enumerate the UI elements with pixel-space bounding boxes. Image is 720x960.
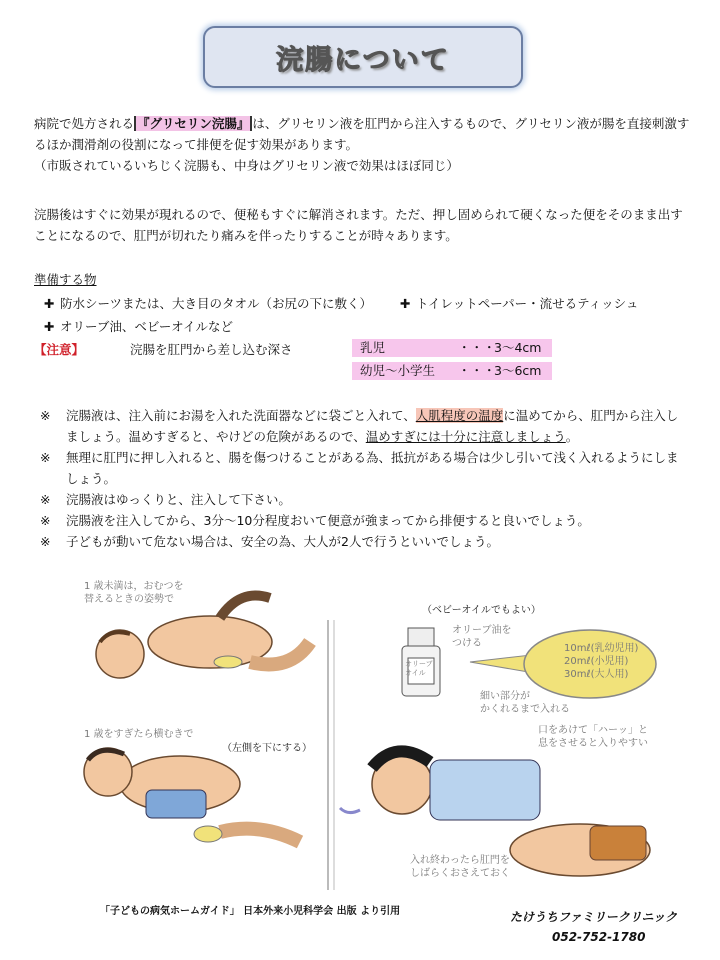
depth-label: 浣腸を肛門から差し込む深さ (130, 342, 293, 357)
temperature-highlight: 人肌程度の温度 (415, 408, 504, 423)
caption-baby-oil: （ベビーオイルでもよい） (422, 605, 541, 616)
note-item: ※ 子どもが動いて危ない場合は、安全の為、大人が2人で行うといいでしょう。 (40, 531, 690, 552)
intro-note: （市販されているいちじく浣腸も、中身はグリセリン液で効果はほぼ同じ） (34, 158, 459, 173)
clinic-name: たけうちファミリークリニック (510, 910, 678, 924)
age: 幼児～小学生 (360, 363, 436, 378)
child-on-side-drawing (84, 748, 300, 842)
prep-title: 準備する物 (34, 272, 97, 287)
caption-after: 入れ終わったら肛門を しばらくおさえておく (410, 855, 510, 879)
clinic-phone: 052-752-1780 (552, 930, 646, 944)
note-item: ※ 浣腸液はゆっくりと、注入して下さい。 (40, 489, 690, 510)
caution-label: 【注意】 (34, 342, 85, 357)
dots: ・・・ (458, 363, 496, 378)
depth-row-infant (352, 339, 552, 357)
depth: 3～6cm (494, 363, 542, 378)
caption-over-1: 1 歳をすぎたら横むきで (84, 729, 194, 740)
intro-after: は、グリセリン液を肛門から注入するもので、グリセリン液が腸を直接刺激するほか潤滑剤の役割になって排便を促す効果があります。 (34, 116, 690, 152)
baby-on-back-drawing (96, 596, 310, 679)
note-item: ※ 浣腸液を注入してから、3分～10分程度おいて便意が強まってから排便すると良いでしょう。 (40, 510, 690, 531)
note-item: ※ 無理に肛門に押し入れると、腸を傷つけることがある為、抵抗がある場合は少し引いて浅く入れるようにしましょう。 (40, 447, 690, 489)
intro-paragraph (34, 113, 694, 176)
depth: 3～4cm (494, 340, 542, 355)
volume-label: 30mℓ(大人用) (564, 669, 629, 680)
citation: 「子どもの病気ホームガイド」 日本外来小児科学会 出版 より引用 (100, 906, 401, 917)
plus-icon: ✚ (44, 296, 55, 311)
volume-label: 20mℓ(小児用) (564, 656, 629, 667)
plus-icon: ✚ (44, 319, 55, 334)
boy-lying-drawing (340, 751, 540, 820)
dots: ・・・ (458, 340, 496, 355)
bottle-label: オリーブオイル (405, 660, 433, 677)
prep-item: ✚ 防水シーツまたは、大き目のタオル（お尻の下に敷く） (44, 296, 373, 311)
caption-olive: オリーブ油を つける (452, 625, 512, 649)
caption-left-side: （左側を下にする） (222, 743, 312, 754)
depth-row-child (352, 362, 552, 380)
pressing-drawing (510, 824, 650, 876)
reference-mark: ※ (40, 408, 51, 423)
reference-mark: ※ (40, 534, 51, 549)
volume-label: 10mℓ(乳幼児用) (564, 643, 639, 654)
title-box (203, 26, 523, 88)
intro-before: 病院で処方される (34, 116, 135, 131)
glycerin-highlight: 『グリセリン浣腸』 (134, 116, 252, 131)
warning-underline: 温めすぎには十分に注意しましょう (365, 429, 566, 444)
notes-list (40, 405, 690, 552)
plus-icon: ✚ (400, 296, 411, 311)
caption-mouth: 口をあけて「ハーッ」と 息をさせると入りやすい (538, 725, 648, 749)
effect-paragraph: 浣腸後はすぐに効果が現れるので、便秘もすぐに解消されます。ただ、押し固められて硬くなった便をそのまま出すことになるので、肛門が切れたり痛みを伴ったりすることが時々あります。 (34, 207, 683, 243)
reference-mark: ※ (40, 513, 51, 528)
caption-tip: 細い部分が かくれるまで入れる (480, 691, 570, 715)
enema-illustration (70, 572, 682, 890)
caption-under-1: 1 歳未満は，おむつを 替えるときの姿勢で (84, 581, 184, 605)
age: 乳児 (360, 340, 386, 355)
reference-mark: ※ (40, 492, 51, 507)
prep-item: ✚ トイレットペーパー・流せるティッシュ (400, 296, 639, 311)
prep-item: ✚ オリーブ油、ベビーオイルなど (44, 319, 234, 334)
page-title: 浣腸について (276, 44, 450, 76)
reference-mark: ※ (40, 450, 51, 465)
note-item: ※ 浣腸液は、注入前にお湯を入れた洗面器などに袋ごと入れて、人肌程度の温度に温めてから、肛門から注入しましょう。温めすぎると、やけどの危険があるので、温めすぎには十分に注意しましょう。 (40, 405, 690, 447)
